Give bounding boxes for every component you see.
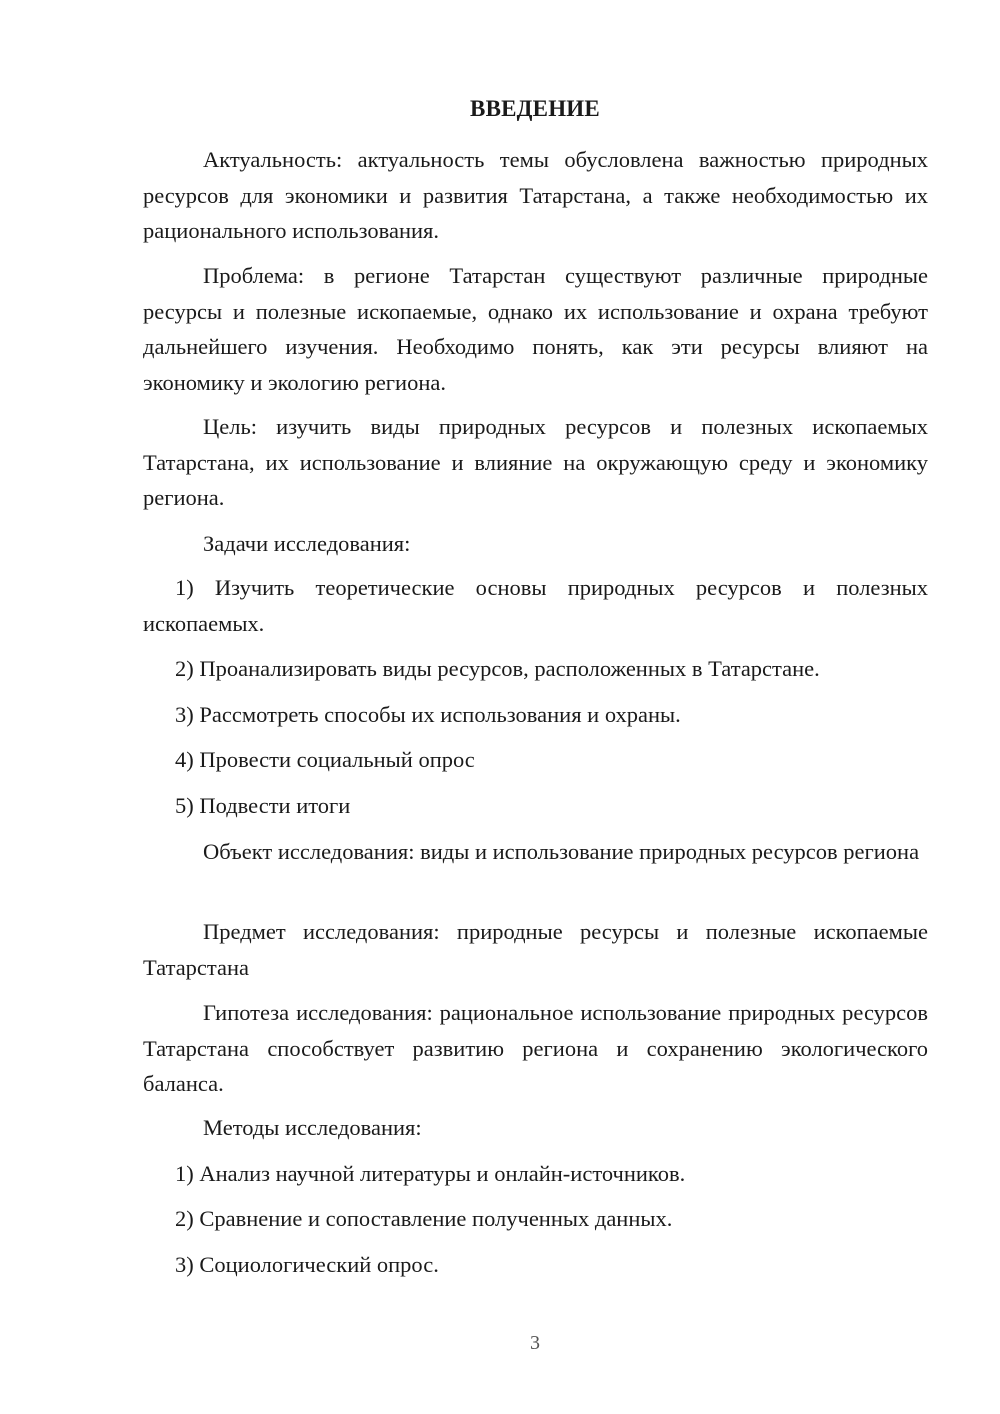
page-title: ВВЕДЕНИЕ (470, 96, 600, 121)
page-number: 3 (530, 1332, 540, 1354)
goal-paragraph: Цель: изучить виды природных ресурсов и полезных ископаемых Татарстана, их использование и влияние на окружающую среду и экономику региона. (143, 414, 928, 510)
task-item-3: 3) Рассмотреть способы их использования и охраны. (175, 702, 681, 727)
relevance-paragraph: Актуальность: актуальность темы обусловлена важностью природных ресурсов для экономики и развития Татарстана, а также необходимостью их рационального использования. (143, 147, 928, 243)
method-item-2: 2) Сравнение и сопоставление полученных данных. (175, 1206, 673, 1231)
task-item-5: 5) Подвести итоги (175, 793, 351, 818)
task-item-2: 2) Проанализировать виды ресурсов, расположенных в Татарстане. (175, 656, 820, 681)
task-item-1: 1) Изучить теоретические основы природных ресурсов и полезных ископаемых. (143, 575, 928, 636)
methods-heading: Методы исследования: (203, 1115, 422, 1140)
method-item-1: 1) Анализ научной литературы и онлайн-источников. (175, 1161, 686, 1186)
task-item-4: 4) Провести социальный опрос (175, 747, 475, 772)
subject-paragraph: Предмет исследования: природные ресурсы и полезные ископаемые Татарстана (143, 919, 928, 980)
problem-paragraph: Проблема: в регионе Татарстан существуют различные природные ресурсы и полезные ископаемые, однако их использование и охрана требуют дальнейшего изучения. Необходимо понять, как эти ресурсы влияют на экономику и экологию региона. (143, 263, 928, 395)
method-item-3: 3) Социологический опрос. (175, 1252, 439, 1277)
object-paragraph: Объект исследования: виды и использование природных ресурсов региона (203, 839, 920, 864)
tasks-heading: Задачи исследования: (203, 531, 411, 556)
hypothesis-paragraph: Гипотеза исследования: рациональное использование природных ресурсов Татарстана способствует развитию региона и сохранению экологического баланса. (143, 1000, 928, 1096)
